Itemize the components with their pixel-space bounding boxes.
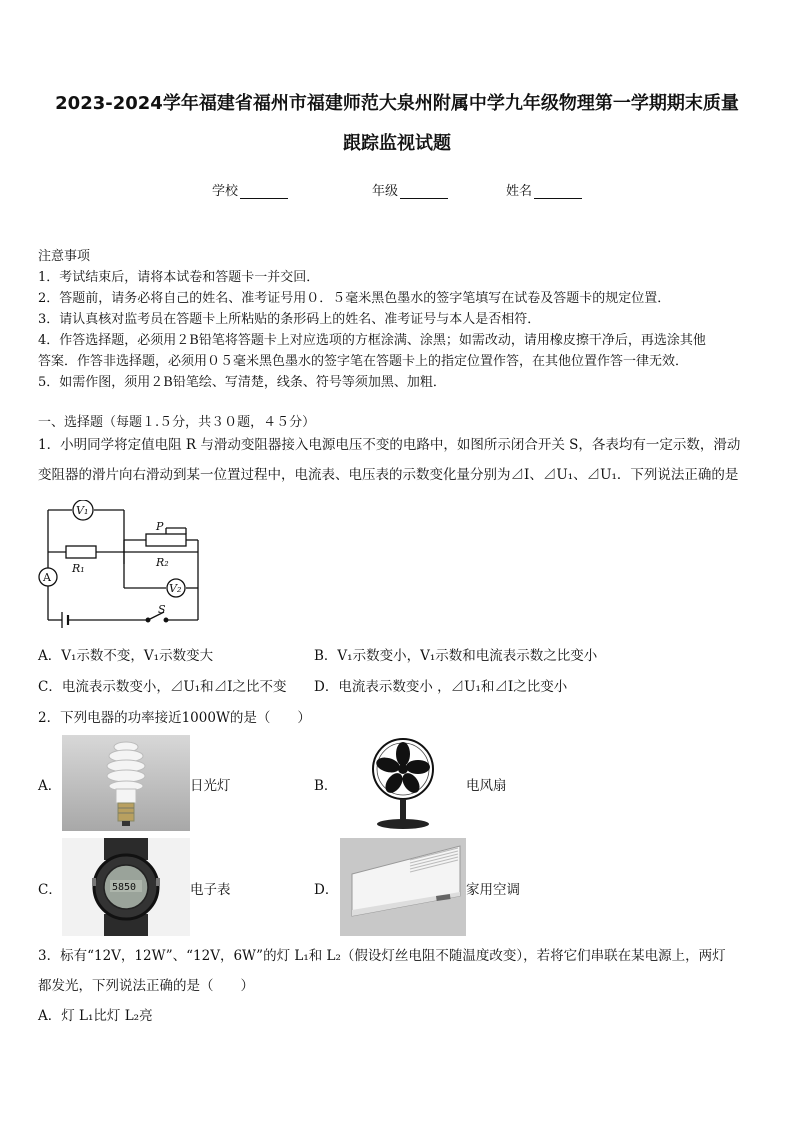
section-heading: 一、选择题（每题１.５分，共３０题，４５分） [38,415,316,430]
q2-option-c-label: 电子表 [190,882,231,898]
q3-stem-line1: 3．标有“12V，12W”、“12V，6W”的灯 L₁和 L₂（假设灯丝电阻不随温度改变），若将它们串联在某电源上，两灯 [38,948,726,964]
q3-stem-line2: 都发光，下列说法正确的是（ ） [38,978,254,994]
question-3 [38,941,760,1031]
q1-option-d: D．电流表示数变小 ，⊿U₁和⊿I之比变小 [314,679,568,695]
ammeter-label: A [43,571,51,584]
school-blank [240,184,288,199]
q2-option-b-label: 电风扇 [466,778,507,794]
q2-option-c-letter: C． [38,882,62,898]
note-item-3: 3．请认真核对监考员在答题卡上所粘贴的条形码上的姓名、准考证号与本人是否相符． [38,312,541,327]
electronic-watch-image [62,838,190,936]
v1-label: V₁ [76,504,89,517]
r1-label: R₁ [72,562,85,575]
grade-label: 年级 [372,184,399,199]
q1-stem-line1: 1．小明同学将定值电阻 R 与滑动变阻器接入电源电压不变的电路中，如图所示闭合开关 S，各表均有一定示数，滑动 [38,437,741,453]
q1-option-b: B．V₁示数变小，V₁示数和电流表示数之比变小 [314,648,598,664]
q2-option-b-letter: B． [314,778,338,794]
q2-option-a-letter: A． [38,778,62,794]
q1-option-a: A．V₁示数不变，V₁示数变大 [38,648,214,664]
name-blank [534,184,582,199]
q2-option-d-letter: D． [314,882,339,898]
q1-circuit-diagram [36,500,216,635]
name-field [506,180,582,199]
school-label: 学校 [212,184,239,199]
air-conditioner-image [340,838,466,936]
exam-title-line2: 跟踪监视试题 [343,133,451,154]
q2-option-a-label: 日光灯 [190,778,231,794]
q1-option-c: C．电流表示数变小，⊿U₁和⊿I之比不变 [38,679,287,695]
note-item-4-cont: 答案．作答非选择题，必须用０５毫米黑色墨水的签字笔在答题卡上的指定位置作答，在其他位置作答一律无效． [38,354,689,369]
name-label: 姓名 [506,184,533,199]
electric-fan-image [340,735,466,831]
svg-text:5850: 5850 [112,882,137,893]
switch-s-label: S [158,603,166,616]
note-item-4: 4．作答选择题，必须用２B铅笔将答题卡上对应选项的方框涂满、涂黑；如需改动，请用橡皮擦干净后，再选涂其他 [38,333,706,348]
note-item-2: 2．答题前，请务必将自己的姓名、准考证号用０．５毫米黑色墨水的签字笔填写在试卷及答题卡的规定位置． [38,291,671,306]
question-1 [38,430,760,490]
notes-heading: 注意事项 [38,249,91,264]
q1-stem-line2: 变阻器的滑片向右滑动到某一位置过程中，电流表、电压表的示数变化量分别为⊿I、⊿U₁、⊿U₁．下列说法正确的是 [38,467,739,483]
note-item-5: 5．如需作图，须用２B铅笔绘、写清楚，线条、符号等须加黑、加粗． [38,375,446,390]
q3-option-a: A．灯 L₁比灯 L₂亮 [38,1008,153,1024]
slider-p-label: P [156,520,164,533]
school-field [212,180,288,199]
exam-title-line1: 2023-2024学年福建省福州市福建师范大泉州附属中学九年级物理第一学期期末质量 [55,93,739,114]
grade-blank [400,184,448,199]
r2-label: R₂ [156,556,169,569]
v2-label: V₂ [169,582,182,595]
notes-section [38,246,758,393]
grade-field [372,180,448,199]
note-item-1: 1．考试结束后，请将本试卷和答题卡一并交回． [38,270,320,285]
q2-option-d-label: 家用空调 [466,882,520,898]
q2-stem: 2．下列电器的功率接近1000W的是（ ） [38,710,311,726]
fluorescent-lamp-image [62,735,190,831]
